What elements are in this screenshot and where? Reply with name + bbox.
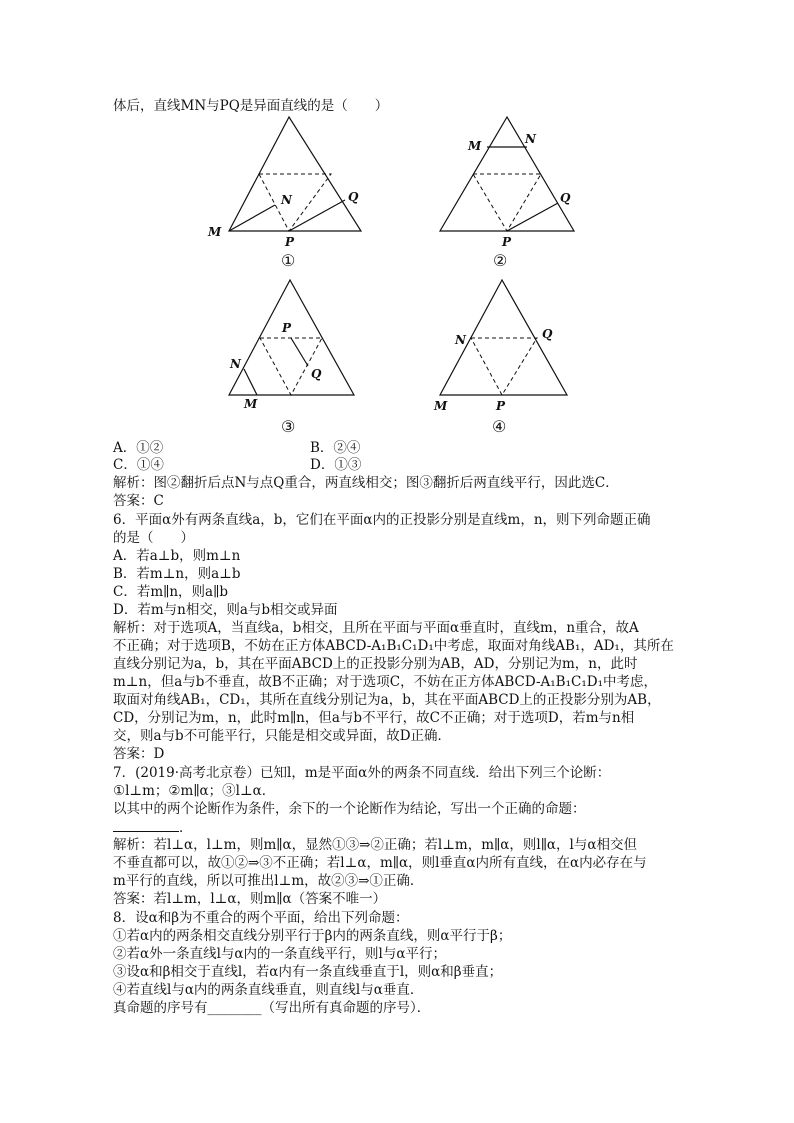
figure-4-fold-lines	[471, 338, 537, 395]
figure-3	[224, 276, 384, 440]
figure-2-label-q: Q	[560, 191, 571, 205]
figure-2-number: ②	[493, 251, 508, 270]
figure-4-label-m: M	[434, 399, 448, 413]
q7-line-2: ①l⊥m；②m∥α；③l⊥α．	[113, 783, 276, 799]
q6-analysis-line-1: 解析：对于选项A，当直线a，b相交，且所在平面与平面α垂直时，直线m，n重合，故A	[113, 620, 639, 636]
figure-1	[205, 112, 365, 276]
figure-3-label-p: P	[282, 321, 292, 335]
figure-4-label-q: Q	[542, 327, 553, 341]
figure-1-label-n: N	[281, 193, 292, 207]
figure-2-label-m: M	[468, 139, 482, 153]
q6-analysis-line-5: 取面对角线AB₁，CD₁，其所在直线分别记为a，b，其在平面ABCD上的正投影分别为AB，	[113, 692, 661, 708]
figure-3-line-pq	[291, 338, 308, 366]
figure-2-line-pq	[507, 203, 558, 231]
q6-option-c: C．若m∥n，则a∥b	[113, 584, 228, 600]
figure-4-label-p: P	[496, 399, 506, 413]
q7-analysis-line-3: m平行的直线，所以可推出l⊥m，故②③⇒①正确．	[113, 873, 424, 889]
figure-2-label-n: N	[525, 132, 536, 146]
figure-3-label-m: M	[244, 397, 258, 411]
figure-2-triangle	[440, 117, 574, 231]
figure-3-label-q: Q	[311, 367, 322, 381]
q5-answer: 答案：C	[113, 493, 164, 509]
q7-blank-end: ．	[179, 820, 193, 836]
q6-analysis-line-6: CD，分别记为m，n，此时m∥n，但a与b不平行，故C不正确；对于选项D，若m与n相	[113, 710, 635, 726]
figure-1-label-q: Q	[348, 190, 359, 204]
q8-statement-4: ④若直线l与α内的两条直线垂直，则直线l与α垂直．	[113, 982, 424, 998]
q6-option-d: D．若m与n相交，则a与b相交或异面	[113, 602, 338, 618]
q5-option-d: D．①③	[310, 457, 362, 473]
q7-answer-blank	[113, 819, 179, 832]
q5-option-a: A．①②	[113, 440, 164, 456]
q6-analysis-line-4: m⊥n，但a与b不垂直，故B不正确；对于选项C，不妨在正方体ABCD-A₁B₁C₁D₁中考虑，	[113, 674, 657, 690]
figure-2-label-p: P	[502, 235, 512, 249]
q8-prompt: 真命题的序号有________（写出所有真命题的序号）．	[113, 1000, 431, 1016]
q6-answer: 答案：D	[113, 746, 165, 762]
figure-2-fold-lines	[473, 174, 541, 231]
q8-statement-3: ③设α和β相交于直线l，若α内有一条直线垂直于l，则α和β垂直；	[113, 964, 503, 980]
q7-line-1: 7．(2019·高考北京卷）已知l，m是平面α外的两条不同直线．给出下列三个论断：	[113, 765, 611, 781]
q5-option-b: B．②④	[310, 440, 361, 456]
q6-analysis-line-2: 不正确；对于选项B，不妨在正方体ABCD-A₁B₁C₁D₁中考虑，取面对角线AB₁，AD₁，其所在	[113, 638, 674, 654]
q5-analysis: 解析：图②翻折后点N与点Q重合，两直线相交；图③翻折后两直线平行，因此选C．	[113, 475, 619, 491]
q7-blank-line	[113, 819, 193, 837]
figure-1-number: ①	[281, 251, 296, 270]
figure-2	[430, 112, 590, 276]
q6-line-2: 的是（ ）	[113, 530, 194, 546]
figure-3-number: ③	[281, 417, 296, 436]
q7-line-3: 以其中的两个论断作为条件，余下的一个论断作为结论，写出一个正确的命题：	[113, 801, 586, 817]
figure-4-number: ④	[492, 417, 507, 436]
figure-1-fold-lines	[259, 174, 331, 231]
figure-4-label-n: N	[455, 333, 466, 347]
q7-answer: 答案：若l⊥m，l⊥α，则m∥α（答案不唯一）	[113, 891, 387, 907]
q8-statement-1: ①若α内的两条相交直线分别平行于β内的两条直线，则α平行于β；	[113, 928, 512, 944]
q8-line-1: 8．设α和β为不重合的两个平面，给出下列命题：	[113, 910, 409, 926]
figure-4	[430, 276, 590, 440]
q7-analysis-line-1: 解析：若l⊥α，l⊥m，则m∥α，显然①③⇒②正确；若l⊥m，m∥α，则l∥α，l与α相交但	[113, 837, 637, 853]
q8-statement-2: ②若α外一条直线l与α内的一条直线平行，则l与α平行；	[113, 946, 446, 962]
figure-3-label-n: N	[230, 357, 241, 371]
figure-3-line-mn	[244, 369, 257, 395]
q6-analysis-line-3: 直线分别记为a，b，其在平面ABCD上的正投影分别为AB，AD，分别记为m，n，此时	[113, 656, 638, 672]
q6-option-a: A．若a⊥b，则m⊥n	[113, 548, 241, 564]
q5-option-c: C．①④	[113, 457, 164, 473]
q7-analysis-line-2: 不垂直都可以，故①②⇒③不正确；若l⊥α，m∥α，则l垂直α内所有直线，在α内必存在与	[113, 855, 647, 871]
q5-stem: 体后，直线MN与PQ是异面直线的是（ ）	[113, 98, 389, 114]
q6-line-1: 6．平面α外有两条直线a，b，它们在平面α内的正投影分别是直线m，n，则下列命题正确	[113, 512, 651, 528]
q6-analysis-line-7: 交，则a与b不可能平行，只能是相交或异面，故D正确．	[113, 728, 452, 744]
figure-1-line-pq	[289, 200, 345, 231]
figure-1-label-m: M	[208, 225, 222, 239]
q6-option-b: B．若m⊥n，则a⊥b	[113, 566, 241, 582]
figure-1-label-p: P	[285, 235, 295, 249]
